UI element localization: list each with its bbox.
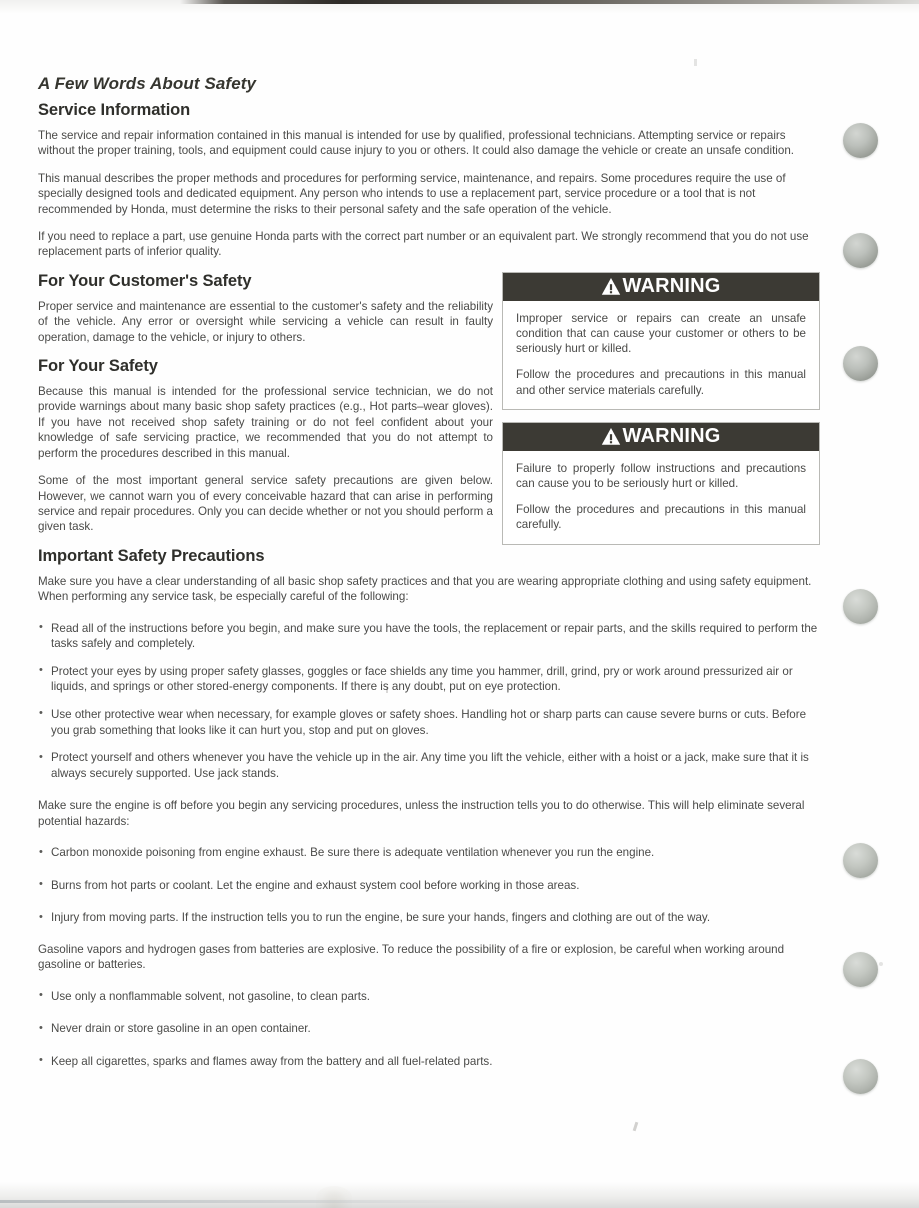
safety-left-column [38, 272, 493, 535]
list-item: • Carbon monoxide poisoning from engine exhaust. Be sure there is adequate ventilation whenever you run the engine. [38, 845, 820, 861]
warning-body [503, 301, 819, 409]
heading-service-information: Service Information [38, 101, 191, 119]
binder-dot [843, 589, 878, 624]
warning-header [503, 423, 819, 451]
heading-important-safety-precautions: Important Safety Precautions [38, 546, 265, 565]
paragraph: If you need to replace a part, use genuine Honda parts with the correct part number or an equivalent part. We strongly recommend that you do not use replacement parts of inferior quality. [38, 230, 809, 259]
scan-edge-bottom-line [0, 1200, 500, 1203]
binder-dot [843, 1059, 878, 1094]
warning-label: WARNING [622, 275, 721, 298]
binder-dot [843, 233, 878, 268]
binder-dot [843, 123, 878, 158]
binder-dot [843, 952, 878, 987]
page-title: A Few Words About Safety [38, 74, 257, 93]
paragraph-gasoline: Gasoline vapors and hydrogen gases from batteries are explosive. To reduce the possibility of a fire or explosion, be careful when working around gasoline or batteries. [38, 942, 785, 972]
list-item: • Use other protective wear when necessary, for example gloves or safety shoes. Handling hot or sharp parts can cause severe burns or cuts. Before you grab something that looks like it can hurt you, stop and put on gloves. [38, 707, 820, 738]
paragraph: Failure to properly follow instructions and precautions can cause you to be seriously hurt or killed. [516, 461, 806, 491]
list-item: • Never drain or store gasoline in an open container. [38, 1021, 820, 1037]
paragraph: The service and repair information contained in this manual is intended for use by qualified, professional technicians. Attempting service or repairs without the proper training, tools, and equipment could cause injury to you or others. It could also damage the vehicle or create an unsafe condition. [38, 129, 794, 158]
paragraph: Some of the most important general service safety precautions are given below. However, we cannot warn you of every conceivable hazard that can arise in performing service and repair procedures. Only you can decide whether or not you should perform a given task. [38, 474, 493, 534]
paragraph: Because this manual is intended for the professional service technician, we do not provide warnings about many basic shop safety practices (e.g., Hot parts–wear gloves). If you have not received shop safety training or do not feel confident about your knowledge of safe servicing practice, we recommended that you do not attempt to perform the procedures described in this manual. [38, 385, 493, 460]
list-item: • Injury from moving parts. If the instruction tells you to run the engine, be sure your hands, fingers and clothing are out of the way. [38, 910, 820, 926]
paragraph: Follow the procedures and precautions in this manual and other service materials carefully. [516, 368, 806, 397]
scan-edge-top [180, 0, 919, 4]
list-item: • Burns from hot parts or coolant. Let the engine and exhaust system cool before working in those areas. [38, 878, 820, 894]
binder-dot [843, 843, 878, 878]
warning-triangle-icon [601, 277, 621, 296]
scan-speck [694, 59, 697, 66]
heading-your-safety: For Your Safety [38, 357, 158, 376]
list-item: • Protect yourself and others whenever you have the vehicle up in the air. Any time you lift the vehicle, either with a hoist or a jack, make sure that it is always securely supported. Use jack stands. [38, 750, 820, 781]
warning-label: WARNING [622, 425, 721, 448]
warning-body [503, 451, 819, 544]
heading-customers-safety: For Your Customer's Safety [38, 271, 252, 290]
warning-boxes [502, 272, 820, 557]
paragraph: Proper service and maintenance are essential to the customer's safety and the reliability of the vehicle. Any error or oversight while servicing a vehicle can result in faulty operation, damage to the vehicle, or injury to others. [38, 299, 493, 344]
scan-speck [879, 962, 883, 966]
precautions-bullet-list [38, 621, 820, 782]
scan-speck [633, 1122, 639, 1131]
service-information-body [38, 128, 820, 260]
gasoline-bullet-list [38, 989, 820, 1070]
list-item: • Read all of the instructions before you begin, and make sure you have the tools, the replacement or repair parts, and the skills required to perform the tasks safely and completely. [38, 621, 820, 652]
engine-hazards-bullet-list [38, 845, 820, 926]
warning-header [503, 273, 819, 301]
paragraph: This manual describes the proper methods and procedures for performing service, maintenance, and repairs. Some procedures require the use of specially designed tools and dedicated equipment. Any person who intends to use a replacement part, service procedure or a tool that is not recommended by Honda, must determine the risks to their personal safety and the safe operation of the vehicle. [38, 171, 786, 216]
paragraph-engine-off: Make sure the engine is off before you begin any servicing procedures, unless the instruction tells you to do otherwise. This will help eliminate several potential hazards: [38, 799, 805, 828]
page-content [38, 74, 820, 1069]
warning-box-1 [502, 272, 820, 410]
list-item: • Keep all cigarettes, sparks and flames away from the battery and all fuel-related parts. [38, 1054, 820, 1070]
paragraph: Improper service or repairs can create an unsafe condition that can cause your customer or others to be seriously hurt or killed. [516, 311, 806, 356]
list-item: • Use only a nonflammable solvent, not gasoline, to clean parts. [38, 989, 820, 1005]
paragraph: Make sure you have a clear understanding of all basic shop safety practices and that you are wearing appropriate clothing and using safety equipment. When performing any service task, be especially careful of the following: [38, 574, 812, 604]
paragraph: Follow the procedures and precautions in this manual carefully. [516, 503, 806, 532]
warning-triangle-icon [601, 427, 621, 446]
list-item: • Protect your eyes by using proper safety glasses, goggles or face shields any time you hammer, drill, grind, pry or work around pressurized air or liquids, and springs or other stored-energy components. If there is any doubt, put on eye protection. [38, 664, 820, 695]
scan-edge-bottom [0, 1182, 919, 1208]
important-precautions-section [38, 547, 820, 1070]
binder-dot [843, 346, 878, 381]
warning-box-2 [502, 422, 820, 545]
safety-band [38, 272, 820, 535]
